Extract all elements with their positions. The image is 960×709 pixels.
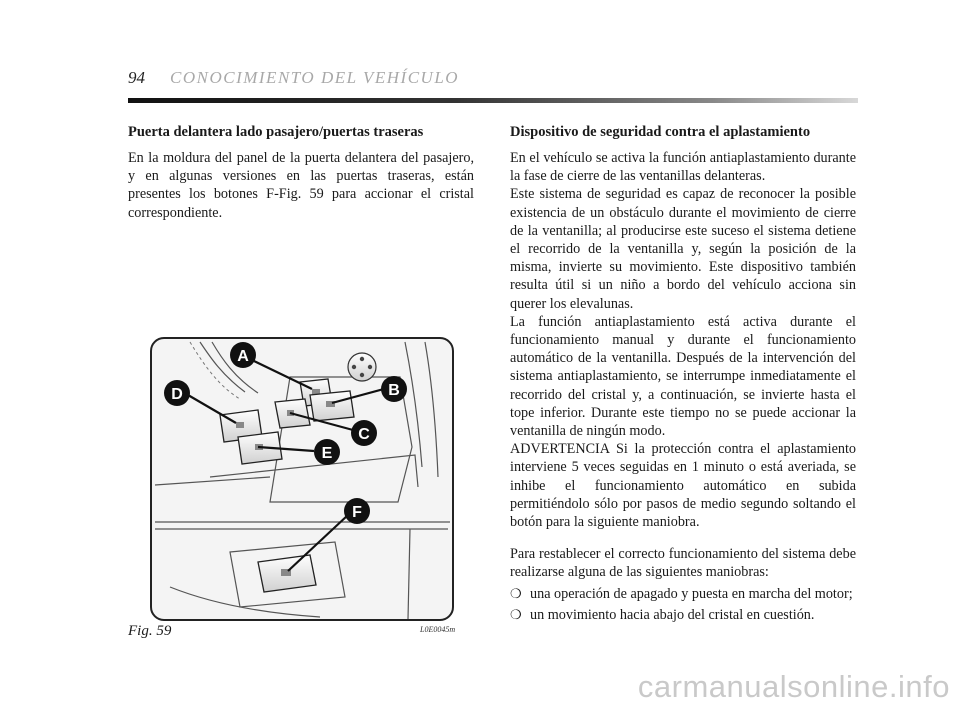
figure-code: L0E0045m	[420, 625, 456, 634]
figure-window-switches	[150, 337, 454, 621]
header-rule	[128, 98, 858, 103]
callout-label-e: E	[321, 445, 333, 462]
bullet-icon: ❍	[510, 606, 522, 622]
callout-b	[381, 376, 407, 402]
paragraph-warning: ADVERTENCIA Si la protección contra el aplastamiento interviene 5 veces seguidas en 1 minuto o está averiada, se inhibe el funcionamiento automático en subida permitiéndolo sólo por pasos de medio segundo soltando el botón para la siguiente maniobra.	[510, 441, 856, 531]
paragraph-anti-pinch-3: La función antiaplastamiento está activa durante el funcionamiento manual y durante el funcionamiento automático de la ventanilla. Después de la intervención del sistema antiaplastamiento, se interrumpe inmediatamente el recorrido del cristal y, a continuación, se invierte hasta el tope inferior. Durante este tiempo no se puede accionar la ventanilla de ningún modo.	[510, 313, 856, 440]
callout-f	[344, 498, 370, 524]
callout-d	[164, 380, 190, 406]
callout-e	[314, 439, 340, 465]
watermark: carmanualsonline.info	[637, 669, 950, 704]
mirror-control-icon	[348, 353, 376, 381]
paragraph-anti-pinch-2: Este sistema de seguridad es capaz de reconocer la posible existencia de un obstáculo durante el movimiento de cierre de la ventanilla; al producirse este suceso el sistema detiene el recorrido de la ventanilla y, según la posición de la misma, invierte su movimiento. Este dispositivo también resulta útil si un niño a bordo del vehículo acciona sin querer los elevalunas.	[510, 186, 856, 312]
section-heading-passenger-door: Puerta delantera lado pasajero/puertas traseras	[128, 124, 424, 140]
paragraph-anti-pinch-1: En el vehículo se activa la función antiaplastamiento durante la fase de cierre de las ventanillas delanteras.	[510, 150, 856, 185]
list-item	[510, 606, 856, 624]
right-column	[510, 124, 856, 624]
paragraph-passenger-door: En la moldura del panel de la puerta delantera del pasajero, y en algunas versiones en las puertas traseras, están presentes los botones F-Fig. 59 para accionar el cristal correspondiente.	[128, 150, 474, 221]
section-heading-anti-pinch: Dispositivo de seguridad contra el aplastamiento	[510, 124, 811, 140]
running-title: CONOCIMIENTO DEL VEHÍCULO	[170, 68, 460, 87]
list-item-text: una operación de apagado y puesta en marcha del motor;	[530, 585, 853, 602]
figure-caption: Fig. 59	[128, 623, 172, 639]
door-panel-illustration	[150, 337, 454, 621]
callout-label-a: A	[237, 348, 249, 365]
bullet-icon: ❍	[510, 585, 522, 601]
callout-label-b: B	[388, 382, 400, 399]
window-switch-f	[258, 555, 316, 592]
paragraph-restore-intro: Para restablecer el correcto funcionamiento del sistema debe realizarse alguna de las siguientes maniobras:	[510, 546, 856, 581]
page-number: 94	[128, 68, 145, 87]
callout-label-d: D	[171, 386, 183, 403]
callout-label-c: C	[358, 426, 370, 443]
callout-a	[230, 342, 256, 368]
list-item	[510, 585, 856, 603]
window-switch-b	[310, 391, 354, 421]
left-column	[128, 124, 474, 222]
callout-c	[351, 420, 377, 446]
list-item-text: un movimiento hacia abajo del cristal en cuestión.	[530, 606, 815, 623]
callout-label-f: F	[352, 504, 362, 521]
